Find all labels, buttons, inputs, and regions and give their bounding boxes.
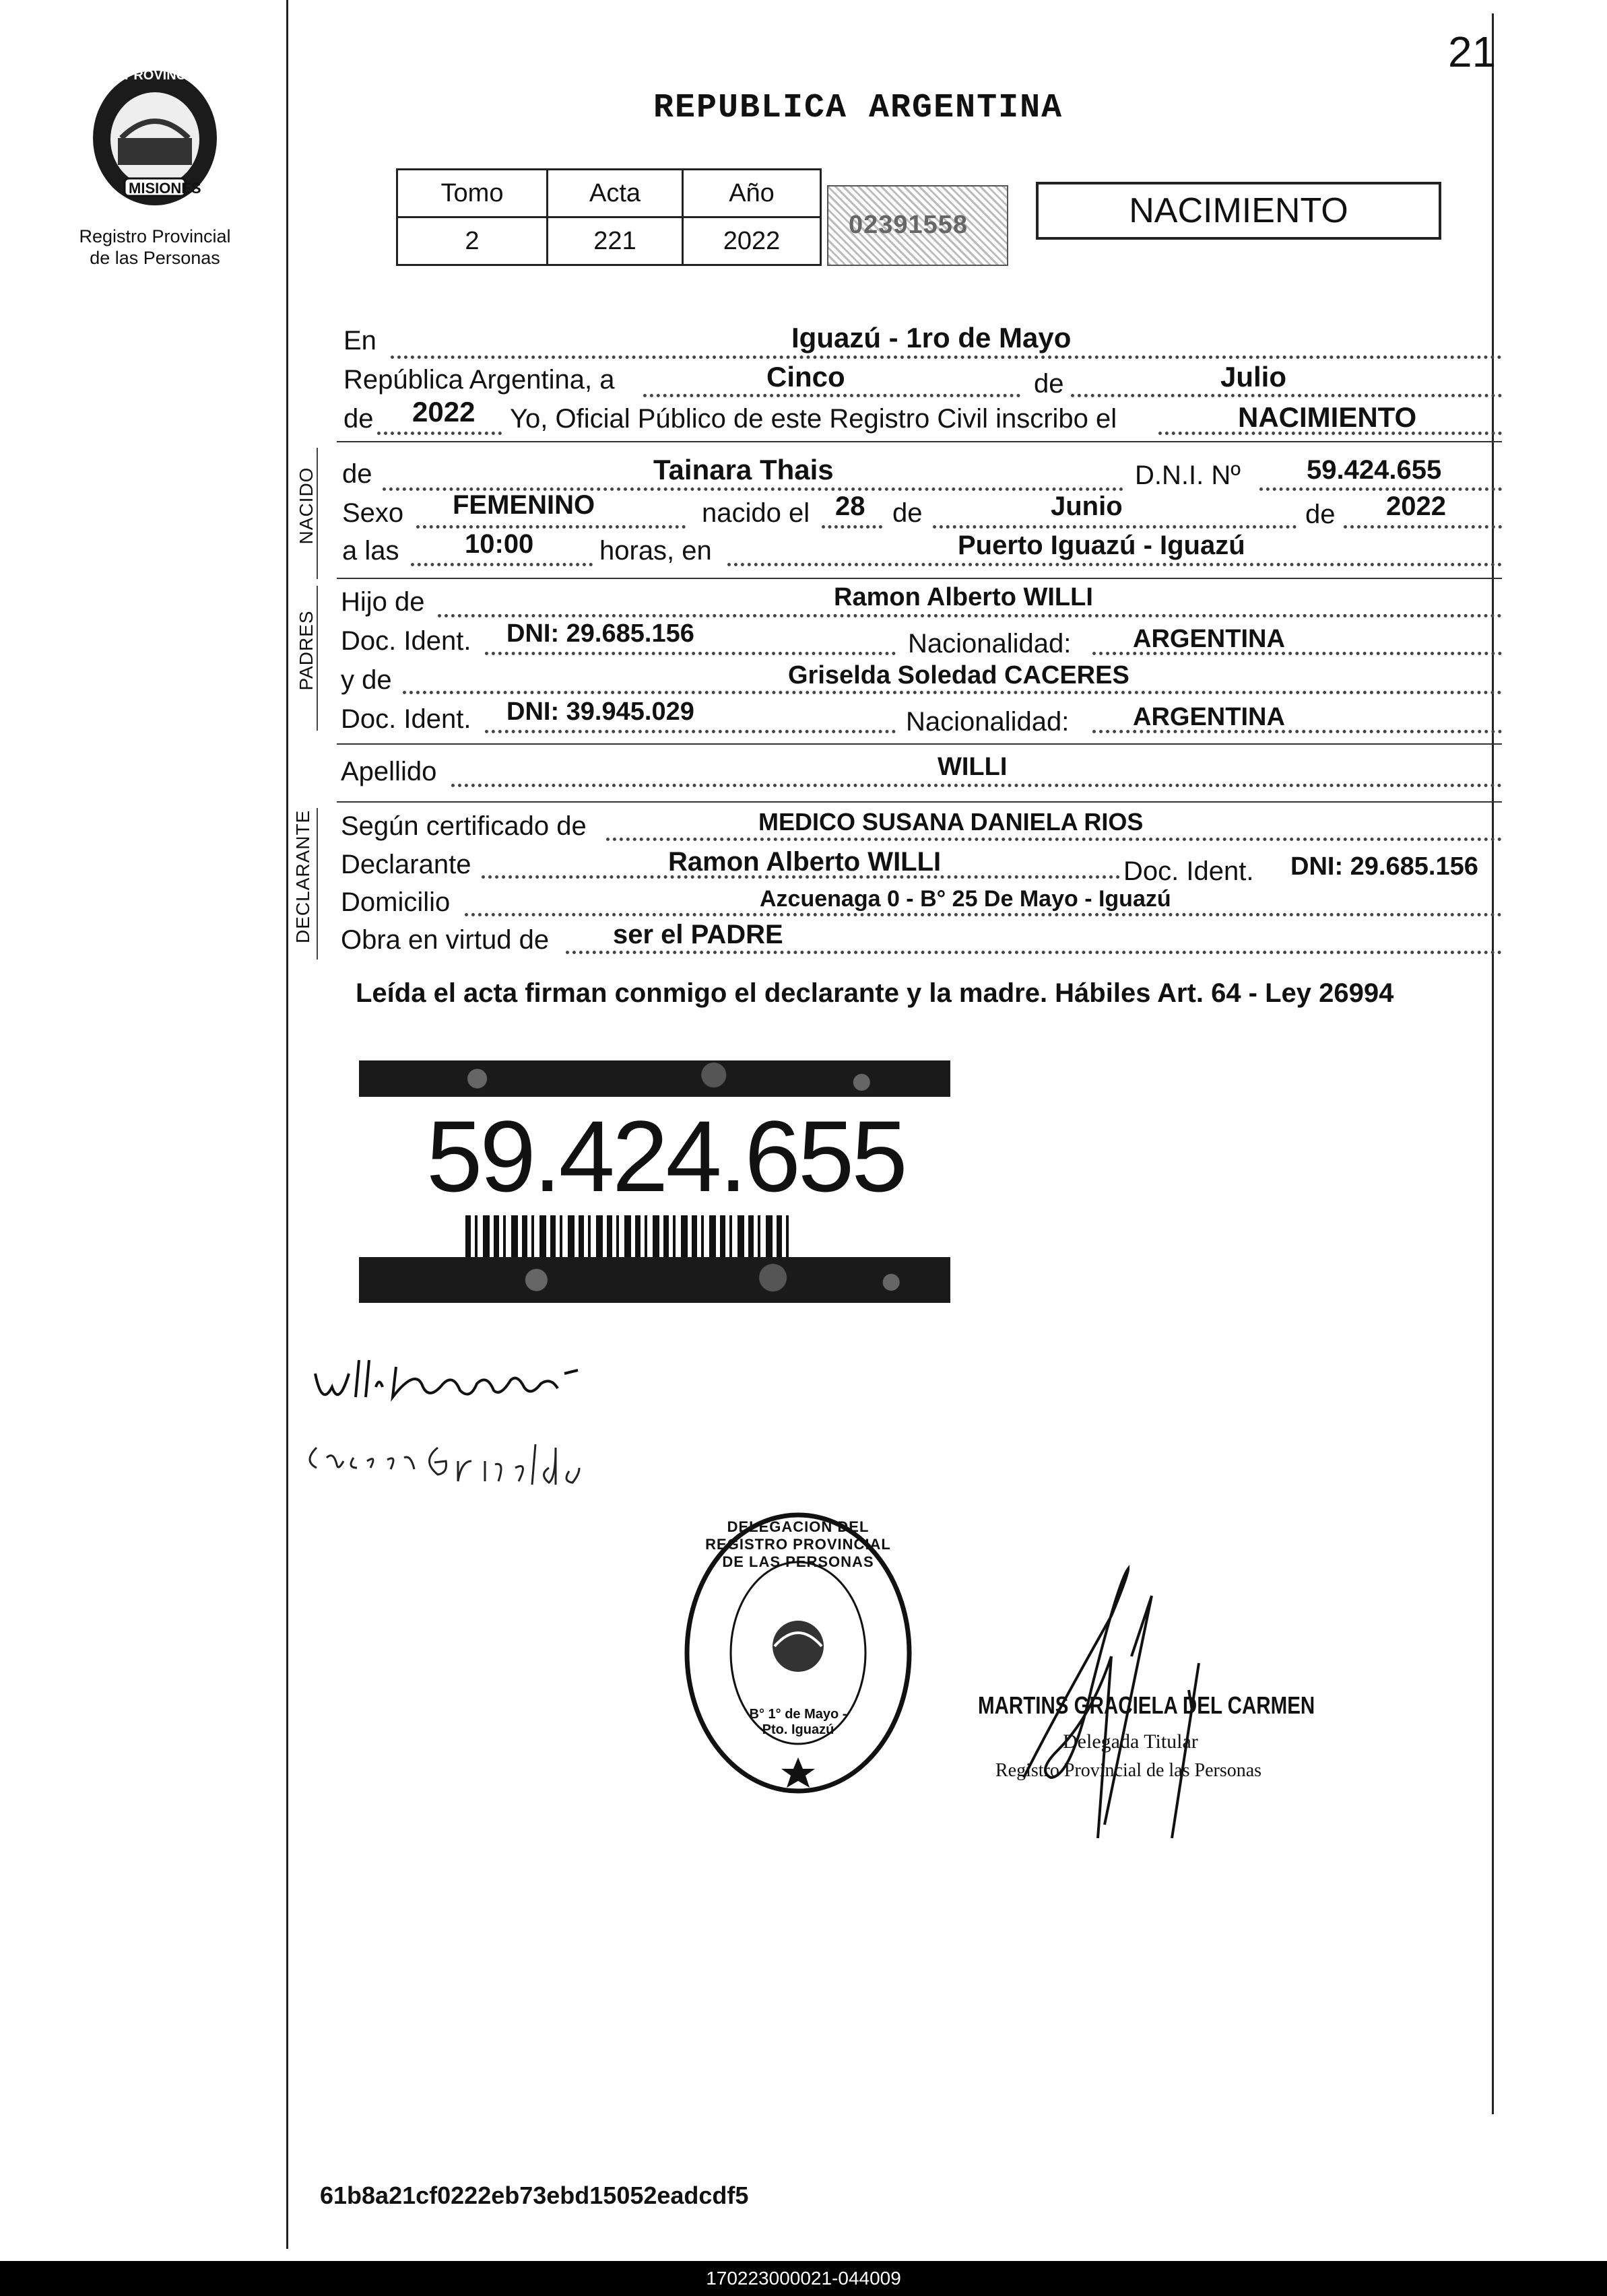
security-code: 02391558 <box>849 211 969 239</box>
obra-label: Obra en virtud de <box>341 925 550 955</box>
side-bar <box>317 808 318 959</box>
birth-month: Junio <box>1051 492 1123 521</box>
dni-banner <box>359 1060 950 1303</box>
handwritten-signature-2 <box>296 1421 700 1508</box>
official-name: MARTINS GRACIELA DEL CARMEN <box>978 1691 1315 1719</box>
de-label: de <box>892 498 923 528</box>
registration-month: Julio <box>1220 361 1287 393</box>
doc-ident-label: Doc. Ident. <box>341 626 471 656</box>
dotted-line <box>822 525 882 529</box>
table-cell: 2022 <box>683 217 821 265</box>
nacido-el-label: nacido el <box>702 498 810 528</box>
dotted-line <box>391 356 1502 359</box>
official-role: Delegada Titular <box>1063 1730 1198 1753</box>
footer-id: 170223000021-044009 <box>706 2268 901 2289</box>
child-name: Tainara Thais <box>653 454 834 485</box>
official-stamp <box>680 1505 916 1801</box>
de-label: de <box>1034 369 1064 399</box>
dotted-line <box>438 614 1502 617</box>
closing-text: Leída el acta firman conmigo el declarante y la madre. Hábiles Art. 64 - Ley 26994 <box>356 978 1394 1008</box>
dotted-line <box>1259 487 1502 491</box>
registry-line-2: de las Personas <box>90 248 220 268</box>
banner-top-strip <box>359 1060 950 1097</box>
declarant-name: Ramon Alberto WILLI <box>668 847 942 877</box>
child-sex: FEMENINO <box>453 490 595 520</box>
y-de-label: y de <box>341 665 392 695</box>
logo-top-text: PROVINCIA DE <box>125 68 222 83</box>
birth-year: 2022 <box>1386 492 1446 521</box>
sexo-label: Sexo <box>342 498 404 528</box>
banner-bottom-strip <box>359 1257 950 1303</box>
nacido-de-label: de <box>342 459 372 489</box>
table-cell: 2 <box>397 217 548 265</box>
section-divider <box>337 578 1502 579</box>
mother-nationality: ARGENTINA <box>1133 703 1285 731</box>
dotted-line <box>465 913 1502 916</box>
table-header: Año <box>683 170 821 217</box>
declarant-reason: ser el PADRE <box>613 920 783 949</box>
dni-label: D.N.I. Nº <box>1135 461 1241 490</box>
dotted-line <box>403 691 1502 694</box>
apellido-label: Apellido <box>341 757 437 786</box>
dotted-line <box>451 784 1502 787</box>
official-org: Registro Provincial de las Personas <box>995 1760 1262 1781</box>
dotted-line <box>566 951 1502 954</box>
mother-name: Griselda Soledad CACERES <box>788 661 1129 689</box>
document-hash: 61b8a21cf0222eb73ebd15052eadcdf5 <box>320 2182 749 2209</box>
certificado-label: Según certificado de <box>341 811 587 841</box>
handwritten-signature-1 <box>308 1347 659 1427</box>
registration-year: 2022 <box>412 396 475 428</box>
intro-text: Yo, Oficial Público de este Registro Civil inscribo el <box>510 404 1117 434</box>
footer-bar <box>0 2261 1607 2296</box>
declarant-doc: DNI: 29.685.156 <box>1290 852 1478 881</box>
mother-doc: DNI: 39.945.029 <box>506 698 694 726</box>
right-margin-line <box>1492 13 1494 2114</box>
dotted-line <box>416 525 686 529</box>
dotted-line <box>411 563 593 566</box>
en-label: En <box>343 326 376 356</box>
dotted-line <box>377 432 502 435</box>
doc-ident-label: Doc. Ident. <box>341 704 471 734</box>
left-margin-line <box>286 0 288 2249</box>
father-nationality: ARGENTINA <box>1133 625 1285 653</box>
province-logo <box>84 64 226 212</box>
page-number: 21 <box>1448 28 1497 76</box>
horas-label: horas, en <box>599 536 712 566</box>
table-header: Tomo <box>397 170 548 217</box>
father-name: Ramon Alberto WILLI <box>834 583 1093 611</box>
dotted-line <box>485 652 896 655</box>
declarant-address: Azcuenaga 0 - B° 25 De Mayo - Iguazú <box>760 886 1171 912</box>
dotted-line <box>1344 525 1502 529</box>
dni-big-number: 59.424.655 <box>426 1100 905 1213</box>
side-label-declarante: DECLARANTE <box>292 809 313 943</box>
domicilio-label: Domicilio <box>341 887 451 917</box>
doc-ident-label: Doc. Ident. <box>1123 856 1254 886</box>
nacionalidad-label: Nacionalidad: <box>908 629 1072 659</box>
registration-day: Cinco <box>766 361 845 393</box>
apellido-value: WILLI <box>938 753 1008 781</box>
dotted-line <box>485 730 896 733</box>
de-label: de <box>343 404 374 434</box>
de-label: de <box>1305 500 1336 529</box>
table-header: Acta <box>548 170 683 217</box>
dotted-line <box>1071 394 1502 397</box>
stamp-ring-text: DELEGACION DEL REGISTRO PROVINCIAL DE LAS PERSONAS <box>705 1518 891 1570</box>
republica-label: República Argentina, a <box>343 365 615 395</box>
registration-place: Iguazú - 1ro de Mayo <box>791 322 1072 353</box>
birth-day: 28 <box>835 492 865 521</box>
record-table <box>396 168 822 266</box>
certificate-issuer: MEDICO SUSANA DANIELA RIOS <box>758 808 1144 836</box>
nacionalidad-label: Nacionalidad: <box>906 707 1070 737</box>
section-divider <box>337 801 1502 803</box>
registry-line-1: Registro Provincial <box>79 226 231 246</box>
side-label-padres: PADRES <box>296 610 317 691</box>
dotted-line <box>606 838 1502 841</box>
section-divider <box>337 441 1502 442</box>
security-hologram <box>827 185 1008 266</box>
section-divider <box>337 743 1502 745</box>
act-type-box: NACIMIENTO <box>1036 182 1441 240</box>
dotted-line <box>643 394 1020 397</box>
alas-label: a las <box>342 536 399 566</box>
act-registered: NACIMIENTO <box>1238 401 1417 433</box>
dotted-line <box>727 563 1502 566</box>
birth-time: 10:00 <box>465 529 534 559</box>
table-cell: 221 <box>548 217 683 265</box>
barcode <box>465 1215 791 1262</box>
birth-place: Puerto Iguazú - Iguazú <box>958 531 1245 560</box>
page-title: REPUBLICA ARGENTINA <box>653 89 1063 127</box>
logo-bottom-text: MISIONES <box>129 180 201 197</box>
child-dni: 59.424.655 <box>1307 455 1442 485</box>
declarante-label: Declarante <box>341 850 471 879</box>
father-doc: DNI: 29.685.156 <box>506 619 694 648</box>
registry-name <box>54 226 256 269</box>
stamp-inner-text: B° 1° de Mayo - Pto. Iguazú <box>749 1707 847 1737</box>
side-label-nacido: NACIDO <box>296 467 317 545</box>
dotted-line <box>933 525 1297 529</box>
hijo-de-label: Hijo de <box>341 587 425 617</box>
